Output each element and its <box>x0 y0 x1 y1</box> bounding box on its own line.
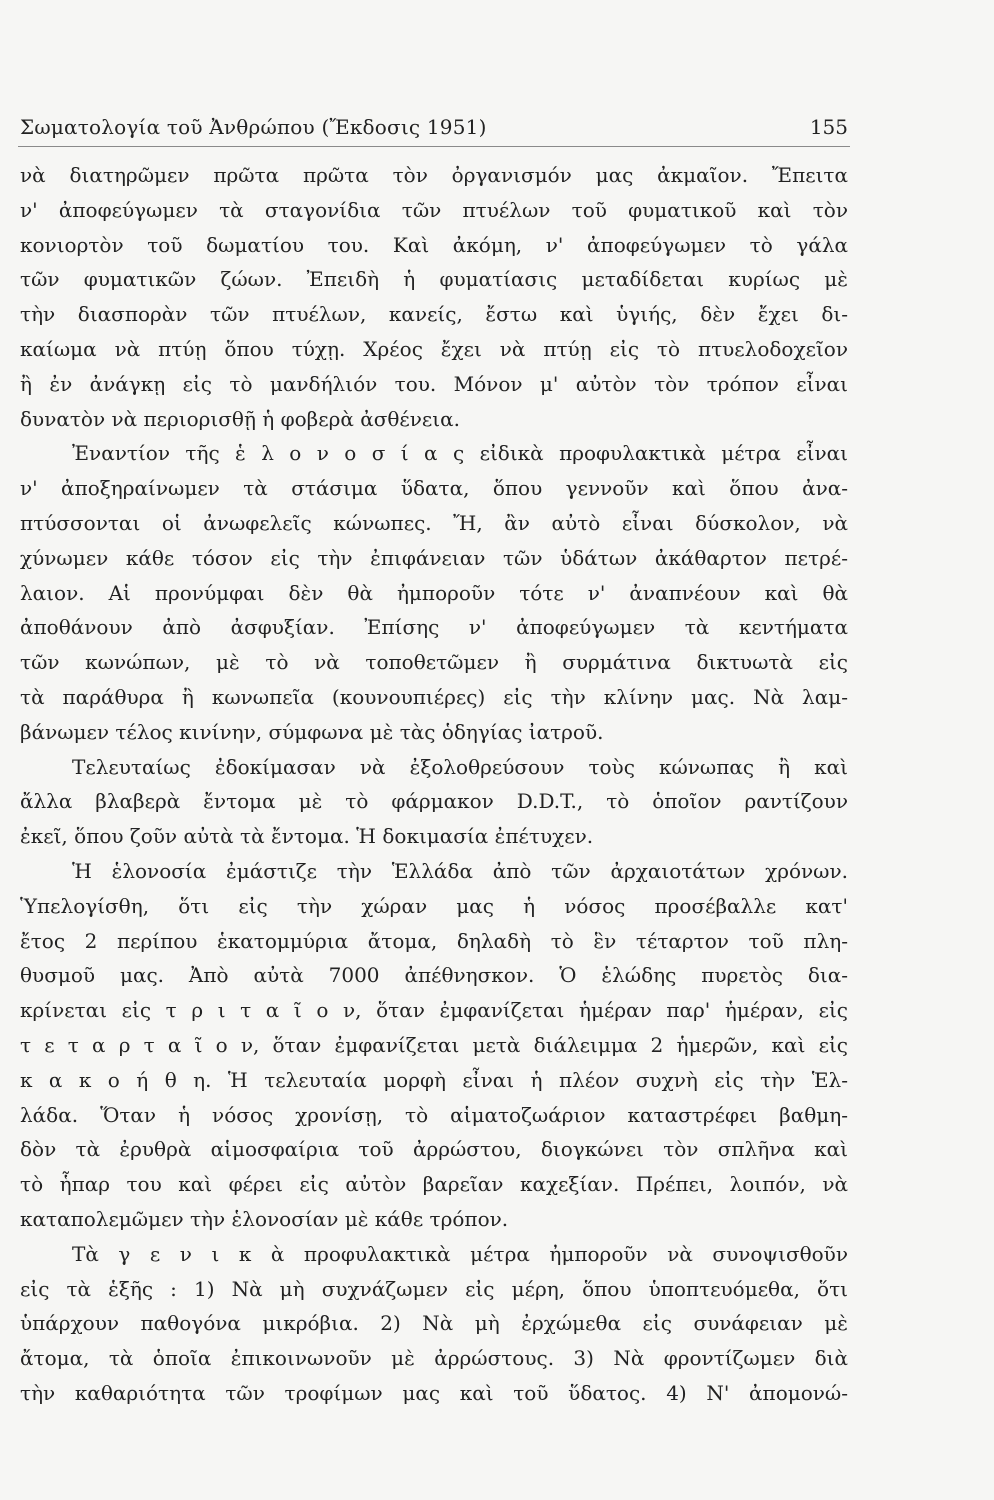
text-line: δὸν τὰ ἐρυθρὰ αἱμοσφαίρια τοῦ ἀρρώστου, διογκώνει τὸν σπλῆνα καὶ <box>20 1137 848 1162</box>
text-line: ἄλλα βλαβερὰ ἔντομα μὲ τὸ φάρμακον D.D.T., τὸ ὁποῖον ραντίζουν <box>20 789 848 814</box>
text-line: ἢ ἐν ἀνάγκῃ εἰς τὸ μανδήλιόν του. Μόνον μ' αὐτὸν τὸν τρόπον εἶναι <box>20 371 848 396</box>
text-line: ἔτος 2 περίπου ἑκατομμύρια ἄτομα, δηλαδὴ τὸ ἓν τέταρτον τοῦ πλη- <box>20 928 848 953</box>
text-line: ἄτομα, τὰ ὁποῖα ἐπικοινωνοῦν μὲ ἀρρώστους. 3) Νὰ φροντίζωμεν διὰ <box>20 1346 848 1371</box>
text-line: εἰς τὰ ἑξῆς : 1) Νὰ μὴ συχνάζωμεν εἰς μέρη, ὅπου ὑποπτευόμεθα, ὅτι <box>20 1276 848 1301</box>
text-line: χύνωμεν κάθε τόσον εἰς τὴν ἐπιφάνειαν τῶν ὑδάτων ἀκάθαρτον πετρέ- <box>20 545 848 570</box>
text-line: ἀποθάνουν ἀπὸ ἀσφυξίαν. Ἐπίσης ν' ἀποφεύγωμεν τὰ κεντήματα <box>20 615 848 640</box>
page-number: 155 <box>809 115 848 139</box>
text-line: Ἐναντίον τῆς ἑ λ ο ν ο σ ί α ς εἰδικὰ προφυλακτικὰ μέτρα εἶναι <box>72 441 848 466</box>
text-line: λάδα. Ὅταν ἡ νόσος χρονίσῃ, τὸ αἱματοζωάριον καταστρέφει βαθμη- <box>20 1102 848 1127</box>
text-line: κονιορτὸν τοῦ δωματίου του. Καὶ ἀκόμη, ν' ἀποφεύγωμεν τὸ γάλα <box>20 232 848 257</box>
text-line: ν' ἀποξηραίνωμεν τὰ στάσιμα ὕδατα, ὅπου γεννοῦν καὶ ὅπου ἀνα- <box>20 476 848 501</box>
text-line: καίωμα νὰ πτύῃ ὅπου τύχῃ. Χρέος ἔχει νὰ πτύῃ εἰς τὸ πτυελοδοχεῖον <box>20 336 848 361</box>
text-line: κ α κ ο ή θ η. Ἡ τελευταία μορφὴ εἶναι ἡ πλέον συχνὴ εἰς τὴν Ἑλ- <box>20 1067 848 1092</box>
text-line: τὸ ἧπαρ του καὶ φέρει εἰς αὐτὸν βαρεῖαν καχεξίαν. Πρέπει, λοιπόν, νὰ <box>20 1172 848 1197</box>
header-rule <box>18 146 850 147</box>
text-line: θυσμοῦ μας. Ἀπὸ αὐτὰ 7000 ἀπέθνησκον. Ὁ ἑλώδης πυρετὸς δια- <box>20 963 848 988</box>
text-line: Τελευταίως ἐδοκίμασαν νὰ ἐξολοθρεύσουν τοὺς κώνωπας ἢ καὶ <box>72 754 848 779</box>
text-line: βάνωμεν τέλος κινίνην, σύμφωνα μὲ τὰς ὁδηγίας ἰατροῦ. <box>20 719 604 744</box>
running-title: Σωματολογία τοῦ Ἀνθρώπου (Ἔκδοσις 1951) <box>20 115 487 139</box>
text-line: νὰ διατηρῶμεν πρῶτα πρῶτα τὸν ὀργανισμόν μας ἀκμαῖον. Ἔπειτα <box>20 163 848 187</box>
text-line: λαιον. Αἱ προνύμφαι δὲν θὰ ἠμποροῦν τότε ν' ἀναπνέουν καὶ θὰ <box>20 580 848 605</box>
text-line: τὰ παράθυρα ἢ κωνωπεῖα (κουνουπιέρες) εἰς τὴν κλίνην μας. Νὰ λαμ- <box>20 684 848 709</box>
body-text <box>20 158 848 1411</box>
text-line: Τὰ γ ε ν ι κ ὰ προφυλακτικὰ μέτρα ἠμποροῦν νὰ συνοψισθοῦν <box>72 1241 848 1266</box>
text-line: τῶν κωνώπων, μὲ τὸ νὰ τοποθετῶμεν ἢ συρμάτινα δικτυωτὰ εἰς <box>20 650 848 675</box>
text-line: Ὑπελογίσθη, ὅτι εἰς τὴν χώραν μας ἡ νόσος προσέβαλλε κατ' <box>20 893 848 918</box>
text-line: τὴν διασπορὰν τῶν πτυέλων, κανείς, ἔστω καὶ ὑγιής, δὲν ἔχει δι- <box>20 302 848 327</box>
text-line: ὑπάρχουν παθογόνα μικρόβια. 2) Νὰ μὴ ἐρχώμεθα εἰς συνάφειαν μὲ <box>20 1311 848 1336</box>
text-line: τὴν καθαριότητα τῶν τροφίμων μας καὶ τοῦ ὕδατος. 4) Ν' ἀπομονώ- <box>20 1380 848 1405</box>
text-line: Ἡ ἑλονοσία ἐμάστιζε τὴν Ἑλλάδα ἀπὸ τῶν ἀρχαιοτάτων χρόνων. <box>72 858 848 883</box>
text-line: ἐκεῖ, ὅπου ζοῦν αὐτὰ τὰ ἔντομα. Ἡ δοκιμασία ἐπέτυχεν. <box>20 824 594 849</box>
running-head <box>20 114 848 140</box>
text-line: καταπολεμῶμεν τὴν ἑλονοσίαν μὲ κάθε τρόπον. <box>20 1206 509 1231</box>
text-line: κρίνεται εἰς τ ρ ι τ α ῖ ο ν, ὅταν ἐμφανίζεται ἡμέραν παρ' ἡμέραν, εἰς <box>20 998 848 1023</box>
text-line: τ ε τ α ρ τ α ῖ ο ν, ὅταν ἐμφανίζεται μετὰ διάλειμμα 2 ἡμερῶν, καὶ εἰς <box>20 1032 848 1057</box>
text-line: πτύσσονται οἱ ἀνωφελεῖς κώνωπες. Ἤ, ἂν αὐτὸ εἶναι δύσκολον, νὰ <box>20 510 848 535</box>
text-line: δυνατὸν νὰ περιορισθῇ ἡ φοβερὰ ἀσθένεια. <box>20 406 460 431</box>
text-line: ν' ἀποφεύγωμεν τὰ σταγονίδια τῶν πτυέλων τοῦ φυματικοῦ καὶ τὸν <box>20 197 848 222</box>
text-line: τῶν φυματικῶν ζώων. Ἐπειδὴ ἡ φυματίασις μεταδίδεται κυρίως μὲ <box>20 267 848 292</box>
